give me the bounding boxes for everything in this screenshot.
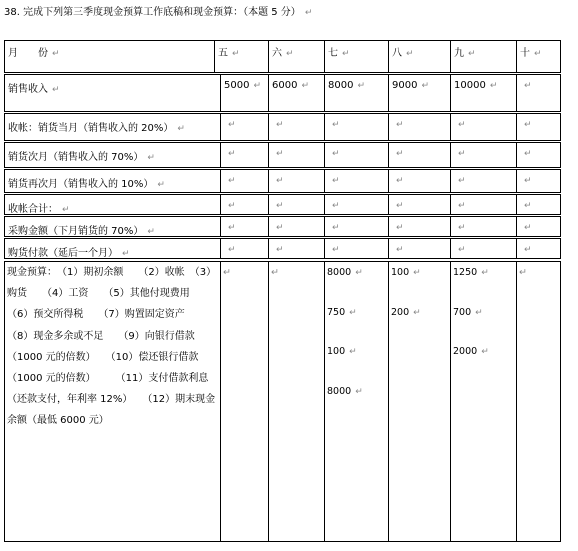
paragraph-mark: ↵ — [52, 85, 60, 95]
row-label: 收帐合计： ↵ — [8, 204, 70, 215]
cell-value — [392, 175, 404, 186]
paragraph-mark: ↵ — [223, 267, 231, 278]
month-header-5 — [450, 40, 517, 73]
cell-value — [520, 200, 532, 211]
row-label: 购货付款（延后一个月） ↵ — [8, 248, 130, 259]
value-cell — [388, 194, 451, 215]
paragraph-mark: ↵ — [332, 120, 340, 130]
cash-budget-value: 200 ↵ — [391, 307, 421, 318]
paragraph-mark: ↵ — [253, 81, 261, 91]
cash-budget-value: 750 ↵ — [327, 307, 357, 318]
cell-value — [328, 148, 340, 159]
month-header — [4, 40, 215, 73]
paragraph-mark: ↵ — [468, 49, 476, 59]
value-cell — [516, 169, 561, 193]
value-cell — [388, 169, 451, 193]
month-label: 月 份 ↵ — [8, 48, 60, 59]
paragraph-mark: ↵ — [524, 149, 532, 159]
cash-budget-value: 100 ↵ — [327, 346, 357, 357]
paragraph-mark: ↵ — [458, 245, 466, 255]
value-cell — [324, 113, 389, 141]
row-label: 采购金额（下月销货的 70%） ↵ — [8, 226, 155, 237]
value-cell — [388, 74, 451, 112]
cell-value — [272, 175, 284, 186]
cell-value — [454, 175, 466, 186]
cell-value — [454, 222, 466, 233]
row-label: 销货次月（销售收入的 70%） ↵ — [8, 152, 155, 163]
cash-budget-table — [4, 40, 560, 542]
paragraph-mark: ↵ — [475, 308, 483, 318]
row-label: 销售收入 ↵ — [8, 84, 60, 95]
value-cell — [324, 74, 389, 112]
paragraph-mark: ↵ — [271, 267, 279, 278]
cell-value — [520, 119, 532, 130]
paragraph-mark: ↵ — [413, 308, 421, 318]
value-cell — [324, 142, 389, 168]
cell-value — [224, 148, 236, 159]
value-cell — [516, 74, 561, 112]
value-cell — [388, 238, 451, 259]
value-cell — [450, 169, 517, 193]
row-label-cell — [4, 74, 221, 112]
paragraph-mark: ↵ — [396, 176, 404, 186]
row-label: 收帐：销货当月（销售收入的 20%） ↵ — [8, 123, 185, 134]
paragraph-mark: ↵ — [228, 245, 236, 255]
paragraph-mark: ↵ — [332, 223, 340, 233]
paragraph-mark: ↵ — [177, 124, 185, 134]
paragraph-mark: ↵ — [276, 245, 284, 255]
row-label-cell — [4, 113, 221, 141]
month-label-1: 五 ↵ — [218, 48, 240, 59]
paragraph-mark: ↵ — [357, 81, 365, 91]
cell-value — [224, 119, 236, 130]
cell-value — [272, 200, 284, 211]
paragraph-mark: ↵ — [355, 268, 363, 278]
value-cell — [388, 113, 451, 141]
month-label-3: 七 ↵ — [328, 48, 350, 59]
value-cell — [220, 169, 269, 193]
row-label: 销货再次月（销售收入的 10%） ↵ — [8, 179, 165, 190]
cell-value: 9000 ↵ — [392, 80, 429, 91]
paragraph-mark: ↵ — [228, 223, 236, 233]
cell-value: 10000 ↵ — [454, 80, 498, 91]
cash-budget-label-cell — [4, 261, 221, 542]
cell-value — [272, 119, 284, 130]
paragraph-mark: ↵ — [228, 120, 236, 130]
paragraph-mark: ↵ — [458, 120, 466, 130]
month-header-4 — [388, 40, 451, 73]
paragraph-mark: ↵ — [534, 49, 542, 59]
value-cell — [516, 113, 561, 141]
paragraph-mark: ↵ — [355, 387, 363, 397]
cash-budget-value-cell — [450, 261, 517, 542]
paragraph-mark: ↵ — [349, 347, 357, 357]
value-cell — [450, 142, 517, 168]
row-label-cell — [4, 194, 221, 215]
paragraph-mark: ↵ — [396, 223, 404, 233]
paragraph-mark: ↵ — [489, 81, 498, 91]
cell-value — [520, 148, 532, 159]
cell-value — [392, 222, 404, 233]
value-cell — [268, 113, 325, 141]
row-label-cell — [4, 169, 221, 193]
value-cell — [516, 142, 561, 168]
cash-budget-items: 现金预算： （1）期初余额 （2）收帐 （3）购货 （4）工资 （5）其他付现费用 （6）预交所得税 （7）购置固定资产 （8）现金多余或不足 （9）向银行借款（1000 元的倍数） （10）偿还银行借款（1000 元的倍数） （11）支付借款利息（还款支付，年利率 12%） （12）期末现金余额（最低 6000 元） — [7, 267, 217, 427]
paragraph-mark: ↵ — [228, 201, 236, 211]
paragraph-mark: ↵ — [276, 223, 284, 233]
paragraph-mark: ↵ — [332, 245, 340, 255]
cash-budget-value-cell — [516, 261, 561, 542]
cell-value — [328, 200, 340, 211]
paragraph-mark: ↵ — [524, 201, 532, 211]
cell-value — [272, 148, 284, 159]
value-cell — [450, 113, 517, 141]
month-header-6 — [516, 40, 561, 73]
value-cell — [268, 194, 325, 215]
paragraph-mark: ↵ — [62, 205, 70, 215]
cell-value: 6000 ↵ — [272, 80, 309, 91]
paragraph-mark: ↵ — [524, 81, 532, 91]
paragraph-mark: ↵ — [396, 149, 404, 159]
paragraph-mark: ↵ — [421, 81, 429, 91]
value-cell — [324, 238, 389, 259]
month-header-3 — [324, 40, 389, 73]
month-label-2: 六 ↵ — [272, 48, 294, 59]
cell-value — [224, 200, 236, 211]
cash-budget-value: 2000 ↵ — [453, 346, 489, 357]
value-cell — [220, 216, 269, 237]
cell-value — [392, 244, 404, 255]
row-label-cell — [4, 216, 221, 237]
paragraph-mark: ↵ — [458, 223, 466, 233]
paragraph-mark: ↵ — [228, 176, 236, 186]
cell-value — [272, 244, 284, 255]
paragraph-mark: ↵ — [276, 201, 284, 211]
cell-value — [328, 119, 340, 130]
cell-value — [224, 222, 236, 233]
value-cell — [516, 238, 561, 259]
paragraph-mark: ↵ — [413, 268, 421, 278]
cell-value — [328, 222, 340, 233]
cell-value — [520, 244, 532, 255]
value-cell — [268, 238, 325, 259]
value-cell — [516, 216, 561, 237]
cash-budget-value: 8000 ↵ — [327, 386, 363, 397]
paragraph-mark: ↵ — [524, 176, 532, 186]
row-label-cell — [4, 238, 221, 259]
cell-value — [392, 200, 404, 211]
month-header-2 — [268, 40, 325, 73]
paragraph-mark: ↵ — [276, 149, 284, 159]
value-cell — [516, 194, 561, 215]
value-cell — [324, 194, 389, 215]
value-cell — [220, 194, 269, 215]
value-cell — [268, 142, 325, 168]
cash-budget-value: 700 ↵ — [453, 307, 483, 318]
cell-value — [454, 244, 466, 255]
month-header-1 — [214, 40, 269, 73]
paragraph-mark: ↵ — [519, 267, 527, 278]
paragraph-mark: ↵ — [524, 120, 532, 130]
value-cell — [388, 142, 451, 168]
paragraph-mark: ↵ — [458, 149, 466, 159]
paragraph-mark: ↵ — [396, 120, 404, 130]
paragraph-mark: ↵ — [481, 347, 489, 357]
value-cell — [220, 74, 269, 112]
cell-value — [454, 148, 466, 159]
cell-value — [224, 175, 236, 186]
cell-value: 5000 ↵ — [224, 80, 261, 91]
paragraph-mark: ↵ — [52, 49, 60, 59]
cell-value — [224, 244, 236, 255]
cell-value — [454, 200, 466, 211]
value-cell — [450, 74, 517, 112]
paragraph-mark: ↵ — [157, 180, 165, 190]
paragraph-mark: ↵ — [349, 308, 357, 318]
cell-value — [520, 175, 532, 186]
cell-value — [454, 119, 466, 130]
cash-budget-value: 1250 ↵ — [453, 267, 489, 278]
cash-budget-value-cell — [388, 261, 451, 542]
paragraph-mark: ↵ — [147, 153, 155, 163]
cash-budget-value: 100 ↵ — [391, 267, 421, 278]
paragraph-mark: ↵ — [332, 201, 340, 211]
paragraph-mark: ↵ — [342, 49, 350, 59]
paragraph-mark: ↵ — [276, 176, 284, 186]
paragraph-mark: ↵ — [122, 249, 130, 259]
value-cell — [450, 216, 517, 237]
question-title: 38. 完成下列第三季度现金预算工作底稿和现金预算：（本题 5 分） ↵ — [4, 7, 313, 18]
value-cell — [220, 113, 269, 141]
paragraph-mark: ↵ — [524, 245, 532, 255]
paragraph-mark: ↵ — [301, 81, 309, 91]
value-cell — [268, 74, 325, 112]
paragraph-mark: ↵ — [396, 201, 404, 211]
cell-value — [328, 244, 340, 255]
paragraph-mark: ↵ — [406, 49, 414, 59]
month-label-4: 八 ↵ — [392, 48, 414, 59]
cell-value — [392, 148, 404, 159]
value-cell — [324, 216, 389, 237]
value-cell — [268, 169, 325, 193]
value-cell — [220, 142, 269, 168]
cash-budget-value-cell — [268, 261, 325, 542]
month-label-5: 九 ↵ — [454, 48, 476, 59]
paragraph-mark: ↵ — [396, 245, 404, 255]
cell-value — [272, 222, 284, 233]
cell-value — [520, 222, 532, 233]
cell-value — [328, 175, 340, 186]
value-cell — [450, 238, 517, 259]
cash-budget-value-cell — [324, 261, 389, 542]
cell-value — [520, 80, 532, 91]
value-cell — [388, 216, 451, 237]
cell-value — [392, 119, 404, 130]
cash-budget-value-cell — [220, 261, 269, 542]
paragraph-mark: ↵ — [276, 120, 284, 130]
paragraph-mark: ↵ — [458, 201, 466, 211]
paragraph-mark: ↵ — [332, 149, 340, 159]
paragraph-mark: ↵ — [232, 49, 240, 59]
paragraph-mark: ↵ — [524, 223, 532, 233]
month-label-6: 十 ↵ — [520, 48, 542, 59]
paragraph-mark: ↵ — [286, 49, 294, 59]
cell-value: 8000 ↵ — [328, 80, 365, 91]
paragraph-mark: ↵ — [458, 176, 466, 186]
cash-budget-value: 8000 ↵ — [327, 267, 363, 278]
value-cell — [268, 216, 325, 237]
value-cell — [324, 169, 389, 193]
value-cell — [220, 238, 269, 259]
paragraph-mark: ↵ — [332, 176, 340, 186]
paragraph-mark: ↵ — [147, 227, 155, 237]
paragraph-mark: ↵ — [228, 149, 236, 159]
row-label-cell — [4, 142, 221, 168]
value-cell — [450, 194, 517, 215]
paragraph-mark: ↵ — [481, 268, 489, 278]
